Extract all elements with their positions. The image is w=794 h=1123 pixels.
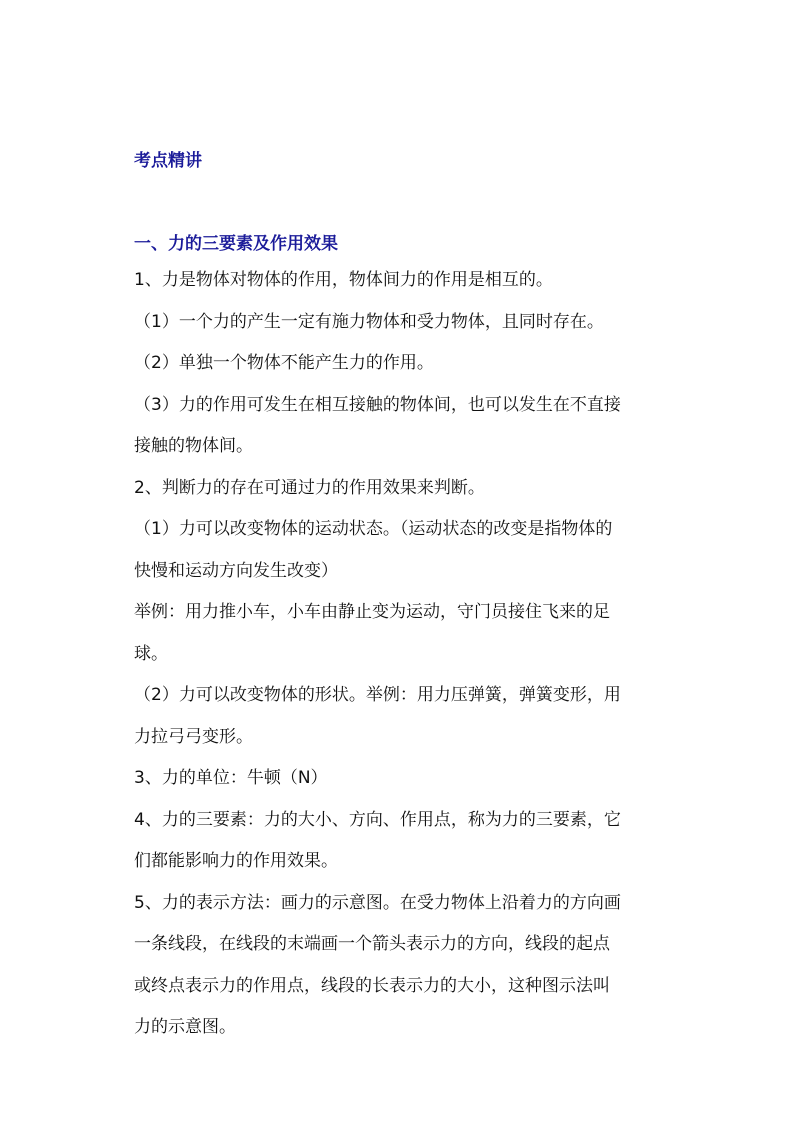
text-line: （2）单独一个物体不能产生力的作用。 [134, 353, 434, 373]
page-title: 考点精讲 [134, 151, 202, 171]
text-line: 球。 [134, 643, 168, 664]
body-text [134, 260, 666, 1049]
text-line: （1）一个力的产生一定有施力物体和受力物体，且同时存在。 [134, 311, 604, 332]
text-line: 1、力是物体对物体的作用，物体间力的作用是相互的。 [134, 270, 553, 290]
text-line: 2、判断力的存在可通过力的作用效果来判断。 [134, 477, 485, 498]
text-line: （2）力可以改变物体的形状。举例：用力压弹簧，弹簧变形，用 [134, 685, 621, 705]
text-line: 3、力的单位：牛顿（N） [134, 768, 328, 788]
text-line: 接触的物体间。 [134, 436, 253, 456]
text-line: 举例：用力推小车，小车由静止变为运动，守门员接住飞来的足 [134, 602, 610, 622]
text-line: 或终点表示力的作用点，线段的长表示力的大小，这种图示法叫 [134, 975, 610, 996]
text-line: 快慢和运动方向发生改变） [134, 560, 338, 581]
section-heading: 一、力的三要素及作用效果 [134, 234, 338, 254]
text-line: 们都能影响力的作用效果。 [134, 851, 338, 871]
text-line: 力拉弓弓变形。 [134, 726, 253, 747]
text-line: （3）力的作用可发生在相互接触的物体间，也可以发生在不直接 [134, 394, 621, 415]
text-line: （1）力可以改变物体的运动状态。（运动状态的改变是指物体的 [134, 519, 613, 539]
text-line: 一条线段，在线段的末端画一个箭头表示力的方向，线段的起点 [134, 934, 610, 954]
text-line: 4、力的三要素：力的大小、方向、作用点，称为力的三要素，它 [134, 809, 621, 830]
text-line: 5、力的表示方法：画力的示意图。在受力物体上沿着力的方向画 [134, 892, 621, 913]
text-line: 力的示意图。 [134, 1017, 236, 1037]
